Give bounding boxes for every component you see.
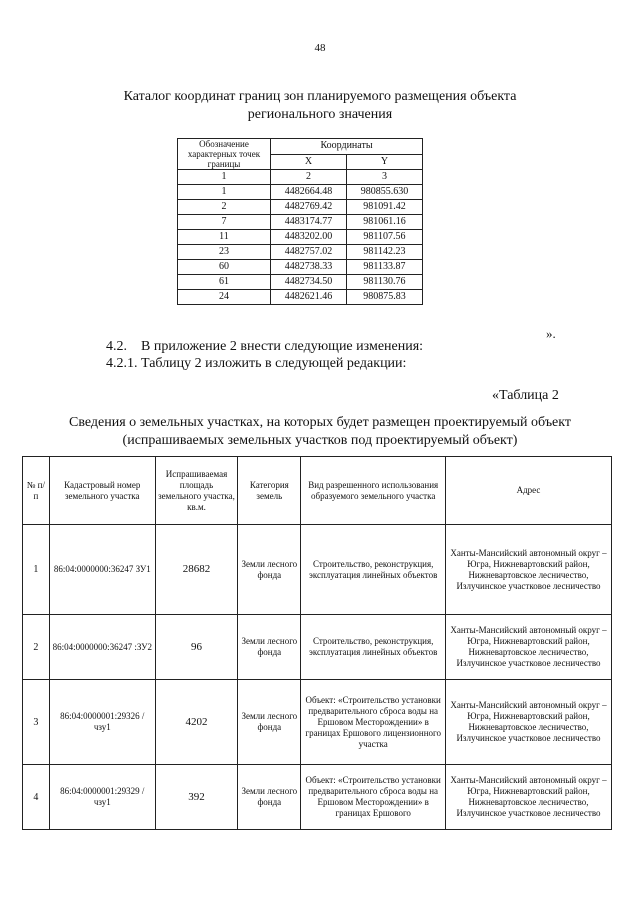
parcels-table: [22, 456, 612, 830]
coord-x: 4482757.02: [271, 245, 347, 260]
header-num: № п/п: [23, 457, 50, 525]
col-number: 1: [178, 170, 271, 185]
coord-y: 981142.23: [347, 245, 423, 260]
coord-y: 980855.630: [347, 185, 423, 200]
item-4-2-1: 4.2.1. Таблицу 2 изложить в следующей редакции:: [106, 356, 407, 371]
header-address: Адрес: [445, 457, 611, 525]
point-id: 1: [178, 185, 271, 200]
table-row: [178, 200, 423, 215]
coord-y: 981061.16: [347, 215, 423, 230]
header-designation: Обозначение характерных точек границы: [178, 139, 271, 170]
col-number: 2: [271, 170, 347, 185]
point-id: 11: [178, 230, 271, 245]
table-row: [178, 215, 423, 230]
header-y: Y: [347, 154, 423, 170]
row-use: Объект: «Строительство установки предварительного сброса воды на Ершовом Месторождении» в границах Ершового лицензионного участка: [301, 680, 446, 765]
row-category: Земли лесного фонда: [238, 765, 301, 830]
coord-y: 981107.56: [347, 230, 423, 245]
coord-y: 981091.42: [347, 200, 423, 215]
coord-x: 4482738.33: [271, 260, 347, 275]
table-row: [178, 260, 423, 275]
table-row: [23, 765, 612, 830]
row-category: Земли лесного фонда: [238, 680, 301, 765]
coord-y: 980875.83: [347, 290, 423, 305]
row-cadastral: 86:04:0000000:36247 ЗУ1: [49, 525, 155, 615]
row-area: 392: [155, 765, 237, 830]
header-area: Испрашиваемая площадь земельного участка, кв.м.: [155, 457, 237, 525]
table-label: «Таблица 2: [492, 388, 559, 403]
table-row: [178, 230, 423, 245]
row-num: 1: [23, 525, 50, 615]
row-use: Строительство, реконструкция, эксплуатация линейных объектов: [301, 525, 446, 615]
row-cadastral: 86:04:0000001:29326 /чзу1: [49, 680, 155, 765]
table-row: [23, 525, 612, 615]
coord-y: 981130.76: [347, 275, 423, 290]
row-num: 4: [23, 765, 50, 830]
col-number: 3: [347, 170, 423, 185]
table-row: [23, 615, 612, 680]
table-row: [178, 275, 423, 290]
row-cadastral: 86:04:0000001:29329 /чзу1: [49, 765, 155, 830]
row-use: Объект: «Строительство установки предварительного сброса воды на Ершовом Месторождении» в границах Ершового: [301, 765, 446, 830]
row-address: Ханты-Мансийский автономный округ – Югра, Нижневартовский район, Нижневартовское лесничество, Излучинское участковое лесничество: [445, 615, 611, 680]
point-id: 60: [178, 260, 271, 275]
row-num: 2: [23, 615, 50, 680]
table-row: [178, 185, 423, 200]
row-address: Ханты-Мансийский автономный округ – Югра, Нижневартовский район, Нижневартовское лесничество, Излучинское участковое лесничество: [445, 525, 611, 615]
row-cadastral: 86:04:0000000:36247 :ЗУ2: [49, 615, 155, 680]
row-use: Строительство, реконструкция, эксплуатация линейных объектов: [301, 615, 446, 680]
row-category: Земли лесного фонда: [238, 615, 301, 680]
row-area: 4202: [155, 680, 237, 765]
table-header-row: [23, 457, 612, 525]
row-area: 28682: [155, 525, 237, 615]
header-use: Вид разрешенного использования образуемого земельного участка: [301, 457, 446, 525]
point-id: 2: [178, 200, 271, 215]
header-category: Категория земель: [238, 457, 301, 525]
table-row: [23, 680, 612, 765]
coord-x: 4483202.00: [271, 230, 347, 245]
coord-x: 4483174.77: [271, 215, 347, 230]
header-cadastral: Кадастровый номер земельного участка: [49, 457, 155, 525]
coord-x: 4482621.46: [271, 290, 347, 305]
row-address: Ханты-Мансийский автономный округ – Югра, Нижневартовский район, Нижневартовское лесничество, Излучинское участковое лесничество: [445, 680, 611, 765]
row-address: Ханты-Мансийский автономный округ – Югра, Нижневартовский район, Нижневартовское лесничество, Излучинское участковое лесничество: [445, 765, 611, 830]
parcels-title: Сведения о земельных участках, на которых будет размещен проектируемый объект (испрашиваемых земельных участков под проектируемый объект): [68, 415, 572, 448]
header-x: X: [271, 154, 347, 170]
coord-x: 4482734.50: [271, 275, 347, 290]
item-4-2: 4.2. В приложение 2 внести следующие изменения:: [106, 339, 424, 354]
coord-x: 4482664.48: [271, 185, 347, 200]
header-coordinates: Координаты: [271, 139, 423, 155]
point-id: 23: [178, 245, 271, 260]
catalog-title: Каталог координат границ зон планируемого размещения объекта регионального значения: [123, 89, 517, 122]
closing-quote: ».: [546, 326, 556, 341]
table-row: [178, 245, 423, 260]
table-row: [178, 290, 423, 305]
row-category: Земли лесного фонда: [238, 525, 301, 615]
point-id: 24: [178, 290, 271, 305]
coord-x: 4482769.42: [271, 200, 347, 215]
point-id: 7: [178, 215, 271, 230]
page-number: 48: [314, 42, 326, 54]
coordinates-table: [177, 138, 423, 305]
point-id: 61: [178, 275, 271, 290]
row-num: 3: [23, 680, 50, 765]
coord-y: 981133.87: [347, 260, 423, 275]
row-area: 96: [155, 615, 237, 680]
